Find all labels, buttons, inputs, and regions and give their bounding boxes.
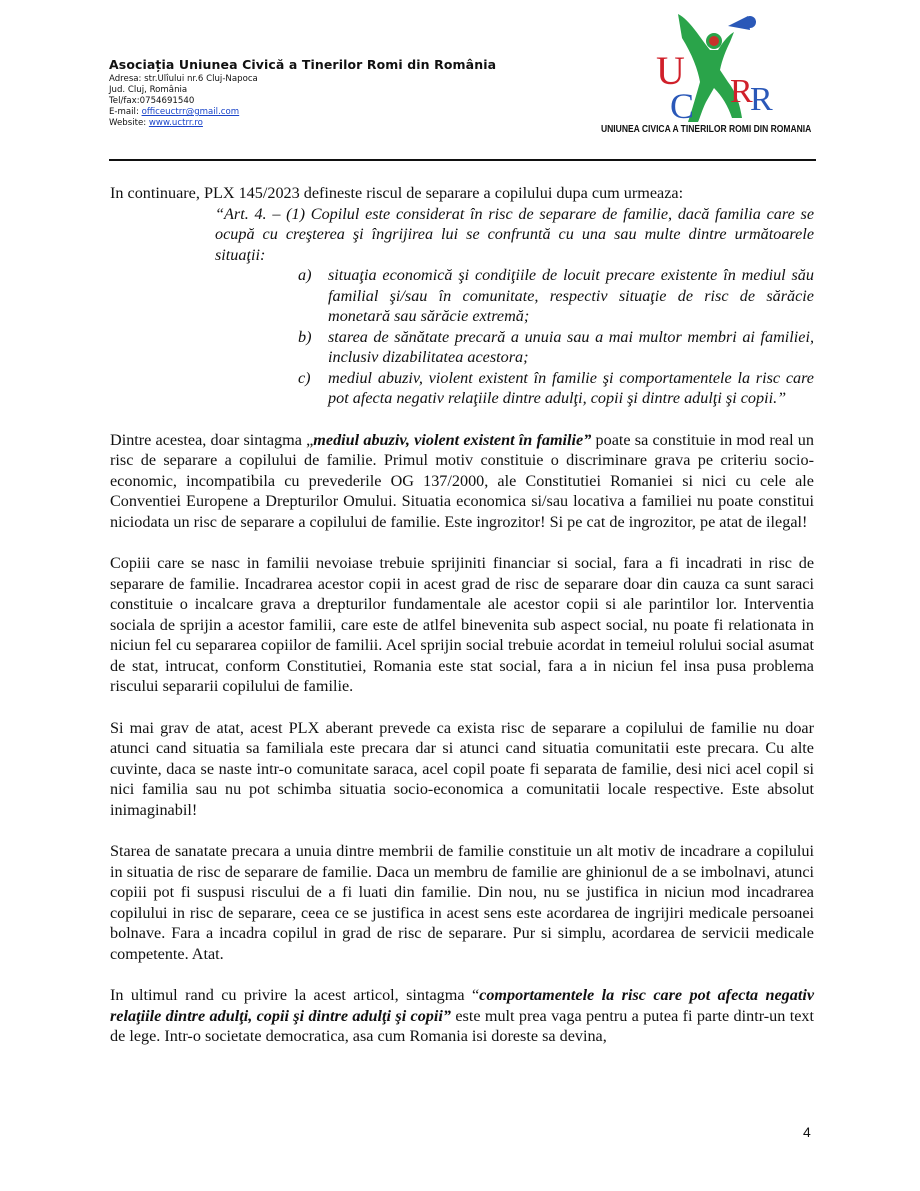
list-item — [298, 265, 814, 327]
paragraph-3: Si mai grav de atat, acest PLX aberant prevede ca exista risc de separare a copilului de familie nu doar atunci cand situatia sa familiala este precara dar si atunci cand situatia comunitatii este precara. Cu alte cuvinte, daca se naste intr-o comunitate saraca, acel copil poate fi separata de familie, desi nici acel copil si nici familia sau nu pot schimba situatia socio-economica a comunitatii locale respective. Este absolut inimaginabil! — [110, 718, 814, 819]
header-divider — [109, 159, 816, 161]
email-label: E-mail: — [109, 107, 142, 117]
organization-name: Asociația Uniunea Civică a Tinerilor Romi din România — [109, 57, 497, 72]
list-marker: b) — [298, 327, 312, 346]
organization-email-line — [109, 107, 496, 118]
website-link[interactable]: www.uctrr.ro — [148, 118, 203, 128]
logo-letter-c: C — [670, 86, 695, 126]
paragraph-5 — [110, 985, 814, 1047]
paragraph-1-text-start: Dintre acestea, doar sintagma „ — [110, 430, 314, 449]
quoted-article-lead: “Art. 4. – (1) Copilul este considerat în risc de separare de familie, dacă familia care se ocupă cu creşterea şi îngrijirea lui se confruntă cu una sau multe dintre următoarele situaţii: — [215, 204, 814, 264]
paragraph-1-text-end: poate sa constituie in mod real un risc de separare a copilului de familie. Primul motiv constituie o discriminare grava pe criteriu socio-economic, incompatibila cu prevederile OG 137/2000, ale Constitutiei Romaniei si nici cu cele ale Conventiei Europene a Drepturilor Omului. Situatia economica si/sau locativa a familiei nu poate constitui niciodata un risc de separare a copilului de familie. Este ingrozitor! Si pe cat de ingrozitor, pe atat de ilegal! — [110, 430, 814, 531]
logo-caption: UNIUNEA CIVICA A TINERILOR ROMI DIN ROMANIA — [601, 124, 812, 135]
list-marker: a) — [298, 266, 312, 284]
paragraph-4: Starea de sanatate precara a unuia dintre membrii de familie constituie un alt motiv de incadrare a copilului in situatia de risc de separare de familie. Daca un membru de familie are ghinionul de a se imbolnavi, atunci copiii pot fi suspusi riscului de a fi luati din familie. Din nou, nu se justifica in niciun mod incadrarea copilului in risc de separare, ceea ce se justifica in acest sens este acordarea de ingrijiri medicale persoanei bolnave. Fara a incadra copilul in grad de risc de separare. Pur si simplu, acordarea de servicii medicale competente. Atat. — [110, 842, 814, 963]
paragraph-5-text-start: In ultimul rand cu privire la acest articol, sintagma “ — [110, 986, 480, 1004]
intro-paragraph: In continuare, PLX 145/2023 defineste riscul de separare a copilului dupa cum urmeaza: — [110, 184, 684, 202]
list-item-text: situaţia economică şi condiţiile de locuit precare existente în mediul său familial şi/sau în comunitate, respectiv situaţie de risc de sărăcie monetară sau sărăcie extremă; — [328, 266, 814, 325]
email-link[interactable]: officeuctrr@gmail.com — [141, 107, 240, 117]
list-item-text: starea de sănătate precară a unuia sau a mai multor membri ai familiei, inclusiv dizabilitatea acestora; — [328, 327, 814, 366]
paragraph-2: Copiii care se nasc in familii nevoiase trebuie sprijiniti financiar si social, fara a fi incadrati in risc de separare de familie. Incadrarea acestor copii in acest grad de risc de separare doar din cauza ca sunt saraci constituie o incalcare grava a drepturilor fundamentale ale acestor copii si ale parintilor lor. Interventia sociala de sprijin a acestor familii, care este de atlfel binevenita sub aspect social, nu poate fi relationata in niciun fel cu separarea copiilor de familii. Acel sprijin social trebuie acordat in temeiul rolului social asumat de stat, intrucat, conform Constitutiei, Romania este stat social, fara a in niciun fel insa pusa problema riscului separarii copilului de familie. — [110, 554, 814, 695]
paragraph-1 — [110, 430, 814, 533]
website-label: Website: — [109, 118, 149, 128]
organization-website-line — [109, 118, 496, 129]
organization-address: Adresa: str.Ulîului nr.6 Cluj-Napoca — [109, 74, 258, 84]
document-body — [110, 183, 814, 1047]
list-item — [298, 327, 814, 368]
paragraph-5-emphasis: comportamentele la risc care pot afecta negativ relaţiile dintre adulţi, copii şi dintre adulţi şi copii” — [110, 986, 814, 1025]
uctrr-logo — [600, 10, 810, 142]
list-item — [298, 368, 814, 409]
logo-letter-r1: R — [730, 73, 753, 110]
organization-phone: Tel/fax:0754691540 — [109, 96, 195, 106]
quoted-article-list — [298, 265, 814, 409]
organization-county: Jud. Cluj, România — [109, 85, 188, 95]
paragraph-5-text-end: este mult prea vaga pentru a putea fi parte dintr-un text de lege. Intr-o societate democratica, asa cum Romania isi doreste sa devina, — [110, 1006, 814, 1045]
organization-header — [109, 57, 496, 129]
logo-letter-r2: R — [750, 81, 773, 118]
logo-letter-u: U — [656, 48, 685, 93]
list-item-text: mediul abuziv, violent existent în familie şi comportamentele la risc care pot afecta negativ relaţiile dintre adulţi, copii şi dintre adulţi şi copii.” — [328, 368, 814, 407]
list-marker: c) — [298, 368, 311, 387]
paragraph-1-emphasis: mediul abuziv, violent existent în familie” — [313, 430, 592, 449]
page-number: 4 — [803, 1124, 811, 1140]
